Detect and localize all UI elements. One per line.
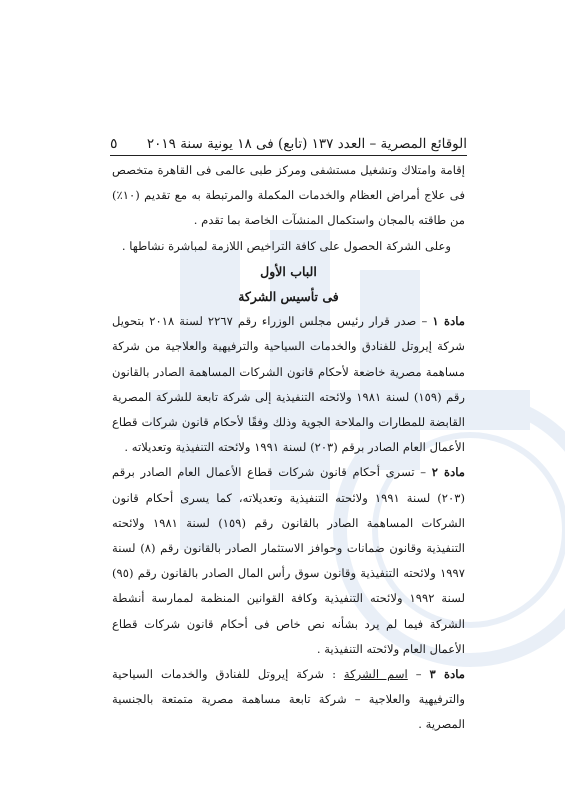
chapter-subtitle: فى تأسيس الشركة [238, 289, 339, 305]
article-2 [112, 460, 465, 662]
article-3-text: : شركة إيروتل للفنادق والخدمات السياحية والترفيهية والعلاجية – شركة تابعة مساهمة مصرية متمتعة بالجنسية المصرية . [112, 667, 465, 732]
intro-paragraph-2: وعلى الشركة الحصول على كافة التراخيص اللازمة لمباشرة نشاطها . [121, 238, 451, 253]
intro-paragraph: إقامة وامتلاك وتشغيل مستشفى ومركز طبى عالمى فى القاهرة متخصص فى علاج أمراض العظام والخدمات المكملة والمرتبطة به مع تقديم (١٠٪) من طاقته بالمجان واستكمال المنشآت الخاصة بما تقدم . [112, 163, 465, 228]
page-number: ٥ [110, 136, 118, 152]
article-1-text: – صدر قرار رئيس مجلس الوزراء رقم ٢٢٦٧ لسنة ٢٠١٨ بتحويل شركة إيروتل للفنادق والخدمات السياحية والترفيهية والعلاجية من شركة مساهمة مصرية خاضعة لأحكام قانون الشركات المساهمة الصادر بالقانون رقم (١٥٩) لسنة ١٩٨١ ولائحته التنفيذية إلى شركة تابعة للشركة المصرية القابضة للمطارات والملاحة الجوية وذلك وفقًا لأحكام قانون شركات قطاع الأعمال العام الصادر برقم (٢٠٣) لسنة ١٩٩١ ولائحته التنفيذية وتعديلاته . [112, 314, 465, 455]
chapter-title: الباب الأول [260, 263, 317, 279]
article-1 [112, 309, 465, 460]
article-2-label: مادة ٢ [431, 465, 465, 480]
article-3-company-name-label: اسم الشركة [343, 667, 408, 682]
header-title: الوقائع المصرية – العدد ١٣٧ (تابع) فى ١٨ يونية سنة ٢٠١٩ [146, 136, 467, 152]
article-2-text: – تسرى أحكام قانون شركات قطاع الأعمال العام الصادر برقم (٢٠٣) لسنة ١٩٩١ ولائحته التنفيذية وتعديلاته، كما يسرى أحكام قانون الشركات المساهمة الصادر بالقانون رقم (١٥٩) لسنة ١٩٨١ ولائحته التنفيذية وقانون ضمانات وحوافز الاستثمار الصادر بالقانون رقم (٨) لسنة ١٩٩٧ ولائحته التنفيذية وقانون سوق رأس المال الصادر بالقانون رقم (٩٥) لسنة ١٩٩٢ ولائحته التنفيذية وكافة القوانين المنظمة لممارسة أنشطة الشركة فيما لم يرد بشأنه نص خاص فى أحكام قانون شركات قطاع الأعمال العام ولائحته التنفيذية . [112, 465, 466, 656]
page-header [110, 130, 467, 156]
document-body [112, 158, 465, 738]
article-3-label: مادة ٣ [429, 667, 465, 682]
article-3-dash: – [407, 667, 430, 682]
article-1-label: مادة ١ [432, 314, 465, 329]
article-3 [112, 662, 465, 738]
